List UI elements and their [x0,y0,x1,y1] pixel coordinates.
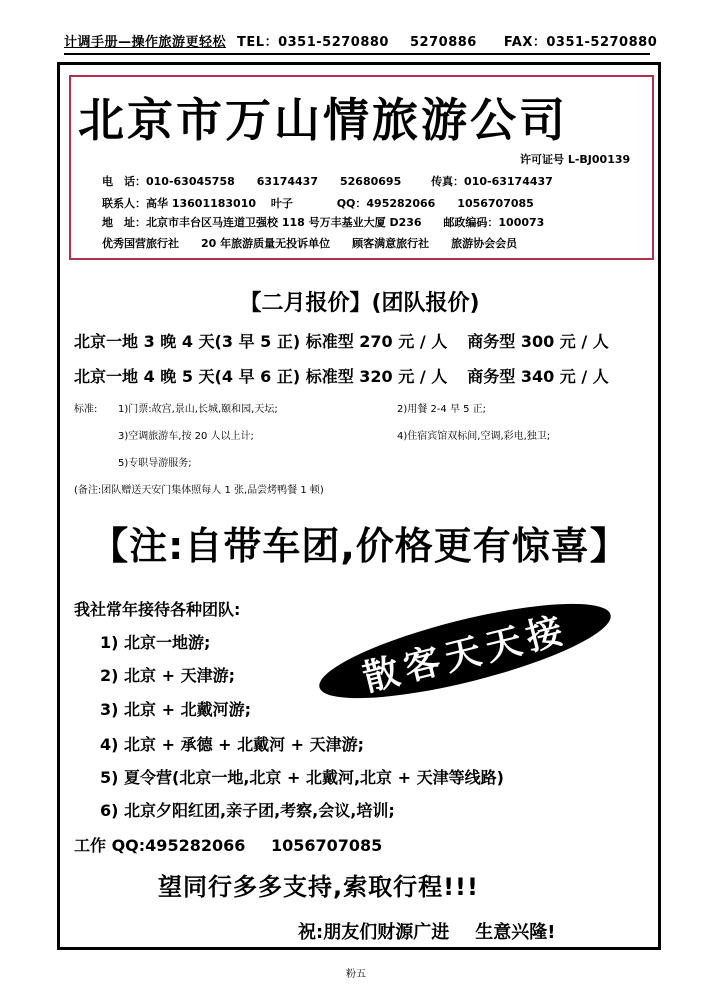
standard-item: 4)住宿宾馆双标间,空调,彩电,独卫; [397,431,551,442]
wish-part-1: 祝:朋友们财源广进 [298,922,450,943]
fax-number: FAX：0351-5270880 [503,35,658,50]
phone-line [102,173,553,189]
standard-item: 5)专职导游服务; [118,458,192,469]
contact-line [102,195,534,211]
slogan: 计调手册—操作旅游更轻松 [64,35,227,50]
company-name: 北京市万山情旅游公司 [78,93,568,147]
price-standard-2: 北京一地 4 晚 5 天(4 早 6 正) 标准型 320 元 / 人 [74,367,448,386]
price-line-1 [74,329,609,352]
contact-person: 联系人：高华 13601183010 叶子 [102,197,293,210]
tel-number-2: 5270886 [410,35,477,50]
company-fax: 传真：010-63174437 [431,175,553,188]
price-business-1: 商务型 300 元 / 人 [467,332,609,351]
support-request: 望同行多多支持,索取行程!!! [158,873,479,901]
routes-heading: 我社常年接待各种团队: [74,600,241,619]
standards-label: 标准: [74,404,98,415]
page-number: 粉五 [346,969,366,980]
closing-wish [298,918,555,944]
route-item: 1) 北京一地游; [100,633,211,652]
price-business-2: 商务型 340 元 / 人 [467,367,609,386]
route-item: 3) 北京 + 北戴河游; [100,700,251,719]
price-standard-1: 北京一地 3 晚 4 天(3 早 5 正) 标准型 270 元 / 人 [74,332,448,351]
wish-part-2: 生意兴隆! [475,922,556,943]
postcode: 邮政编码：100073 [443,216,545,229]
route-item: 5) 夏令营(北京一地,北京 + 北戴河,北京 + 天津等线路) [100,768,504,787]
stamp-text: 散客天天接 [358,608,573,700]
work-qq-2: 1056707085 [270,836,383,855]
license-number: 许可证号 L-BJ00139 [520,153,631,166]
route-item: 4) 北京 + 承德 + 北戴河 + 天津游; [100,735,365,754]
price-line-2 [74,364,609,387]
address-line [102,214,544,230]
route-item: 6) 北京夕阳红团,亲子团,考察,会议,培训; [100,801,395,820]
work-qq-1: 工作 QQ:495282066 [74,836,246,855]
standard-item: 1)门票:故宫,景山,长城,颐和园,天坛; [118,404,278,415]
header-contact-bar [64,33,658,55]
standard-item: 3)空调旅游车,按 20 人以上计; [118,431,254,442]
standard-item: 2)用餐 2-4 早 5 正; [397,404,487,415]
company-address: 地 址：北京市丰台区马连道卫强校 118 号万丰基业大厦 D236 [102,216,422,229]
route-item: 2) 北京 + 天津游; [100,666,235,685]
honors-line: 优秀国营旅行社 20 年旅游质量无投诉单位 顾客满意旅行社 旅游协会会员 [102,237,518,250]
self-drive-banner: 【注:自带车团,价格更有惊喜】 [90,524,629,568]
phone-numbers: 电 话：010-63045758 63174437 52680695 [102,175,402,188]
company-qq: QQ：495282066 1056707085 [336,197,534,210]
tel-number: TEL：0351-5270880 [237,35,389,50]
quote-title: 【二月报价】(团队报价) [239,291,480,316]
standards-note: (备注:团队赠送天安门集体照每人 1 张,品尝烤鸭餐 1 顿) [74,485,324,496]
work-qq-line [74,833,382,856]
